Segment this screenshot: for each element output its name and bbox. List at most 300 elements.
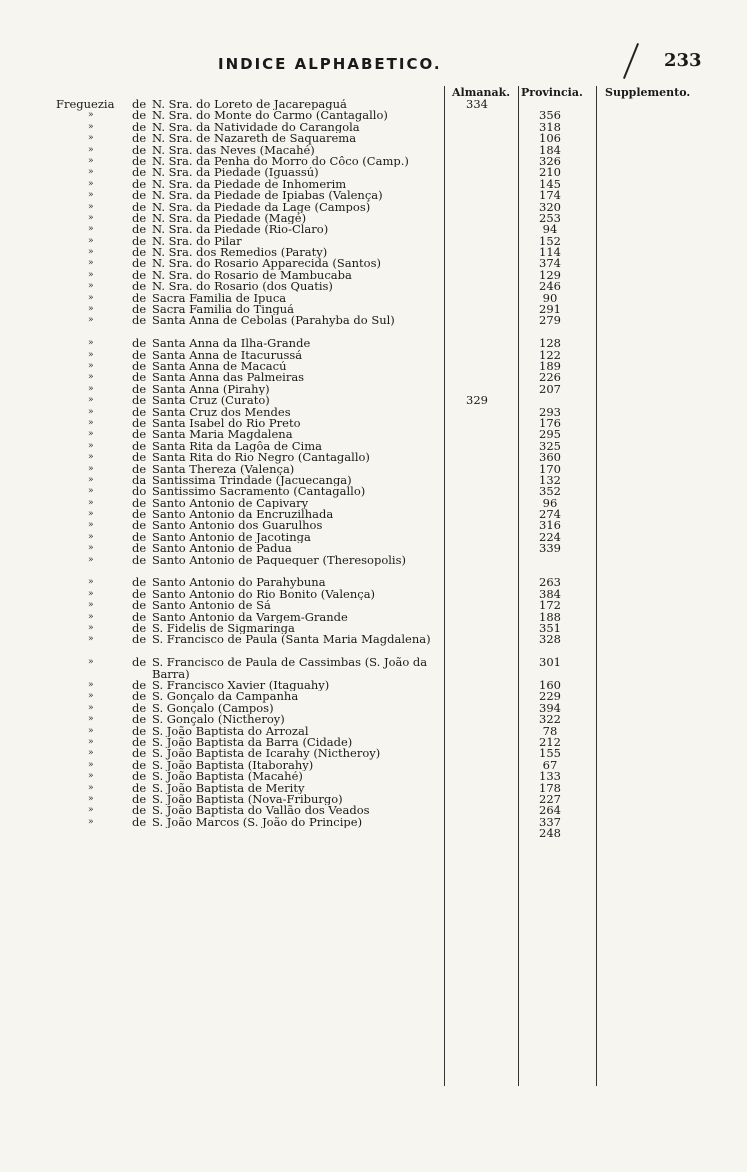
entry-preposition: do bbox=[132, 484, 147, 499]
entry-name: Santa Maria Magdalena bbox=[152, 429, 293, 441]
ditto-mark: » bbox=[88, 121, 94, 132]
entry-preposition: de bbox=[132, 176, 147, 191]
index-row bbox=[0, 338, 747, 349]
ditto-mark: » bbox=[88, 759, 94, 770]
entry-name: N. Sra. da Piedade de Ipiabas (Valença) bbox=[152, 190, 383, 202]
almanak-page: 329 bbox=[466, 393, 488, 408]
entry-preposition: de bbox=[132, 222, 147, 237]
entry-name: S. Francisco de Paula de Cassimbas (S. João da Barra) bbox=[152, 657, 428, 680]
provincia-page: 174 bbox=[539, 188, 561, 203]
entry-name: N. Sra. da Piedade (Magé) bbox=[152, 212, 307, 225]
entry-preposition: de bbox=[132, 313, 147, 328]
entry-preposition: de bbox=[132, 165, 147, 180]
provincia-page: 326 bbox=[539, 153, 561, 168]
ditto-mark: » bbox=[88, 338, 94, 349]
index-row bbox=[0, 99, 747, 110]
ditto-mark: » bbox=[88, 509, 94, 520]
ditto-mark: » bbox=[88, 361, 94, 371]
entry-name: Santo Antonio dos Guarulhos bbox=[152, 520, 323, 532]
entry-preposition: de bbox=[132, 791, 147, 806]
entry-name: Santo Antonio do Rio Bonito (Valença) bbox=[152, 588, 376, 601]
provincia-page: 374 bbox=[539, 256, 561, 271]
entry-preposition: de bbox=[132, 108, 147, 123]
index-row bbox=[0, 486, 747, 497]
provincia-page: 248 bbox=[539, 826, 561, 841]
column-header-almanak: Almanak. bbox=[452, 86, 511, 99]
provincia-page: 384 bbox=[539, 586, 561, 601]
entry-preposition: de bbox=[132, 609, 147, 624]
entry-name: Santa Isabel do Rio Preto bbox=[152, 417, 301, 430]
index-row bbox=[0, 461, 747, 476]
entry-preposition: de bbox=[132, 495, 147, 510]
entry-name: N. Sra. da Penha do Morro do Côco (Camp.) bbox=[152, 155, 409, 168]
index-row bbox=[0, 771, 747, 782]
provincia-page: 279 bbox=[539, 313, 561, 328]
entry-name: Sacra Familia de Ipuca bbox=[152, 292, 287, 305]
entry-preposition: de bbox=[132, 404, 147, 419]
index-row bbox=[0, 828, 747, 839]
entry-preposition: de bbox=[132, 507, 147, 522]
index-row bbox=[0, 577, 747, 588]
entry-preposition: de bbox=[132, 655, 147, 670]
provincia-page: 253 bbox=[539, 210, 561, 225]
ditto-mark: » bbox=[88, 167, 94, 178]
index-row bbox=[0, 677, 747, 692]
provincia-page: 184 bbox=[539, 142, 561, 157]
ditto-mark: » bbox=[88, 577, 94, 588]
entry-name: N. Sra. do Rosario de Mambucaba bbox=[152, 269, 352, 282]
ditto-mark: » bbox=[88, 679, 94, 690]
index-row bbox=[0, 258, 747, 269]
ditto-mark: » bbox=[88, 235, 94, 246]
entry-preposition: de bbox=[132, 245, 147, 260]
index-row bbox=[0, 267, 747, 282]
entry-preposition: de bbox=[132, 518, 147, 533]
ditto-mark: » bbox=[88, 452, 94, 463]
index-row bbox=[0, 552, 747, 578]
ditto-mark: » bbox=[88, 292, 94, 303]
ditto-mark: » bbox=[88, 611, 94, 622]
index-row bbox=[0, 543, 747, 554]
entry-name: Santa Rita da Lagôa de Cima bbox=[152, 440, 322, 453]
provincia-page: 337 bbox=[539, 814, 561, 829]
entry-preposition: de bbox=[132, 450, 147, 465]
entry-preposition: de bbox=[132, 461, 147, 476]
entry-name: Santa Anna de Itacurussá bbox=[152, 349, 303, 362]
provincia-page: 316 bbox=[539, 518, 561, 533]
ditto-mark: » bbox=[88, 269, 94, 280]
index-row bbox=[0, 814, 747, 829]
ditto-mark: » bbox=[88, 702, 94, 713]
entry-name: Santa Anna das Palmeiras bbox=[152, 372, 305, 384]
entry-name: Santo Antonio do Parahybuna bbox=[152, 577, 326, 589]
provincia-page: 176 bbox=[539, 415, 561, 430]
ditto-mark: » bbox=[88, 258, 94, 269]
index-row bbox=[0, 700, 747, 715]
provincia-page: 293 bbox=[539, 404, 561, 419]
entry-name: N. Sra. da Natividade do Carangola bbox=[152, 121, 360, 134]
provincia-page: 145 bbox=[539, 176, 561, 191]
page-title: INDICE ALPHABETICO. bbox=[218, 55, 442, 73]
entry-name: S. João Baptista de Merity bbox=[152, 782, 305, 794]
index-row bbox=[0, 153, 747, 168]
entry-preposition: de bbox=[132, 381, 147, 396]
index-row bbox=[0, 634, 747, 657]
entry-preposition: de bbox=[132, 233, 147, 248]
index-row bbox=[0, 657, 747, 680]
ditto-mark: » bbox=[88, 463, 94, 474]
provincia-page: 189 bbox=[539, 359, 561, 373]
provincia-page: 318 bbox=[539, 119, 561, 134]
entry-preposition: de bbox=[132, 814, 147, 829]
ditto-mark: » bbox=[88, 657, 94, 668]
entry-preposition: da bbox=[132, 472, 147, 487]
provincia-page: 325 bbox=[539, 438, 561, 453]
provincia-page: 295 bbox=[539, 427, 561, 442]
ditto-mark: » bbox=[88, 201, 94, 212]
index-row bbox=[0, 190, 747, 201]
entry-name: Santo Antonio de Padua bbox=[152, 543, 292, 555]
entry-preposition: de bbox=[132, 803, 147, 818]
page-number: 233 bbox=[664, 50, 702, 71]
entry-preposition: de bbox=[132, 780, 147, 795]
entry-preposition: de bbox=[132, 393, 147, 408]
ditto-mark: » bbox=[88, 224, 94, 235]
provincia-page: 129 bbox=[539, 267, 561, 282]
entry-name: N. Sra. da Piedade da Lage (Campos) bbox=[152, 201, 371, 213]
provincia-page: 210 bbox=[539, 165, 561, 180]
entry-preposition: de bbox=[132, 199, 147, 214]
entry-preposition: de bbox=[132, 552, 147, 567]
ditto-mark: » bbox=[88, 144, 94, 155]
provincia-page: 122 bbox=[539, 347, 561, 362]
ditto-mark: » bbox=[88, 793, 94, 804]
provincia-page: 132 bbox=[539, 472, 561, 487]
entry-name: S. João Baptista (Macahé) bbox=[152, 771, 303, 783]
ditto-mark: » bbox=[88, 212, 94, 223]
index-row bbox=[0, 734, 747, 749]
entry-preposition: de bbox=[132, 336, 147, 351]
entry-preposition: de bbox=[132, 290, 147, 305]
index-row bbox=[0, 404, 747, 419]
index-row bbox=[0, 119, 747, 134]
index-row bbox=[0, 723, 747, 738]
entry-preposition: de bbox=[132, 723, 147, 738]
index-row bbox=[0, 315, 747, 338]
index-row bbox=[0, 347, 747, 362]
entry-name: Santa Thereza (Valença) bbox=[152, 463, 295, 475]
provincia-page: 264 bbox=[539, 803, 561, 818]
ditto-mark: » bbox=[88, 543, 94, 554]
index-row bbox=[0, 247, 747, 258]
entry-preposition: de bbox=[132, 700, 147, 715]
entry-name: Santissimo Sacramento (Cantagallo) bbox=[152, 486, 366, 498]
entry-preposition: de bbox=[132, 256, 147, 271]
provincia-page: 263 bbox=[539, 575, 561, 590]
entry-name: N. Sra. do Monte do Carmo (Cantagallo) bbox=[152, 110, 388, 122]
entry-preposition: de bbox=[132, 119, 147, 134]
entry-name: S. Gonçalo (Campos) bbox=[152, 702, 274, 715]
index-row bbox=[0, 509, 747, 520]
ditto-mark: » bbox=[88, 178, 94, 189]
column-header-provincia: Provincia. bbox=[521, 86, 583, 99]
entry-preposition: de bbox=[132, 427, 147, 442]
entry-preposition: de bbox=[132, 677, 147, 692]
ditto-mark: » bbox=[88, 816, 94, 827]
ditto-mark: » bbox=[88, 247, 94, 258]
index-row bbox=[0, 304, 747, 315]
index-row bbox=[0, 361, 747, 372]
index-row bbox=[0, 691, 747, 702]
ditto-mark: » bbox=[88, 782, 94, 793]
index-row bbox=[0, 133, 747, 144]
index-row bbox=[0, 472, 747, 487]
entry-name: S. Francisco de Paula (Santa Maria Magdalena) bbox=[152, 634, 431, 646]
ditto-mark: » bbox=[88, 600, 94, 611]
entry-name: N. Sra. do Loreto de Jacarepaguá bbox=[152, 99, 347, 111]
entry-name: S. João Baptista de Icarahy (Nictheroy) bbox=[152, 748, 381, 760]
provincia-page: 188 bbox=[539, 609, 561, 624]
index-entries bbox=[0, 99, 747, 839]
ditto-mark: » bbox=[88, 634, 94, 645]
ditto-mark: » bbox=[88, 395, 94, 406]
index-row bbox=[0, 372, 747, 383]
entry-name: Santo Antonio de Paquequer (Theresopolis) bbox=[152, 554, 406, 567]
entry-name: N. Sra. do Pilar bbox=[152, 235, 242, 248]
ditto-mark: » bbox=[88, 429, 94, 440]
entry-name: N. Sra. dos Remedios (Paraty) bbox=[152, 247, 328, 259]
ditto-mark: » bbox=[88, 190, 94, 201]
ditto-mark: » bbox=[88, 417, 94, 428]
ditto-mark: » bbox=[88, 110, 94, 121]
entry-name: Santo Antonio da Encruzilhada bbox=[152, 509, 334, 521]
entry-name: N. Sra. do Rosario Apparecida (Santos) bbox=[152, 258, 381, 270]
provincia-page: 212 bbox=[539, 734, 561, 749]
ditto-mark: » bbox=[88, 315, 94, 326]
entry-preposition: de bbox=[132, 746, 147, 761]
entry-preposition: de bbox=[132, 279, 147, 294]
ditto-mark: » bbox=[88, 736, 94, 747]
provincia-page: 360 bbox=[539, 450, 561, 465]
index-row bbox=[0, 791, 747, 806]
provincia-page: 322 bbox=[539, 712, 561, 727]
provincia-page: 224 bbox=[539, 529, 561, 544]
entry-name: N. Sra. do Rosario (dos Quatis) bbox=[152, 281, 333, 293]
provincia-page: 94 bbox=[542, 222, 558, 237]
index-row bbox=[0, 623, 747, 634]
ditto-mark: » bbox=[88, 440, 94, 451]
ditto-mark: » bbox=[88, 406, 94, 417]
provincia-page: 394 bbox=[539, 700, 561, 715]
provincia-page: 90 bbox=[542, 290, 558, 305]
index-row bbox=[0, 520, 747, 531]
entry-preposition: de bbox=[132, 734, 147, 749]
entry-preposition: de bbox=[132, 267, 147, 282]
ditto-mark: » bbox=[88, 805, 94, 816]
index-row bbox=[0, 110, 747, 121]
ditto-mark: » bbox=[88, 531, 94, 542]
index-row bbox=[0, 395, 747, 406]
entry-preposition: de bbox=[132, 370, 147, 385]
ditto-mark: » bbox=[88, 304, 94, 315]
index-row bbox=[0, 529, 747, 544]
entry-preposition: de bbox=[132, 529, 147, 544]
entry-name: S. Fidelis de Sigmaringa bbox=[152, 623, 295, 635]
provincia-page: 246 bbox=[539, 279, 561, 294]
provincia-page: 106 bbox=[539, 131, 561, 146]
provincia-page: 78 bbox=[542, 723, 558, 738]
entry-name: Santa Cruz dos Mendes bbox=[152, 406, 291, 418]
ditto-mark: » bbox=[88, 474, 94, 485]
provincia-page: 226 bbox=[539, 370, 561, 385]
ditto-mark: » bbox=[88, 691, 94, 702]
ditto-mark: » bbox=[88, 372, 94, 383]
ditto-mark: » bbox=[88, 383, 94, 394]
column-header-supplemento: Supplemento. bbox=[605, 86, 691, 99]
ditto-mark: » bbox=[88, 554, 94, 565]
provincia-page: 133 bbox=[539, 769, 561, 784]
index-row bbox=[0, 210, 747, 225]
index-row bbox=[0, 495, 747, 510]
entry-name: N. Sra. da Piedade de Inhomerim bbox=[152, 178, 347, 191]
provincia-page: 227 bbox=[539, 791, 561, 806]
index-row bbox=[0, 780, 747, 795]
entry-preposition: de bbox=[132, 210, 147, 225]
ditto-mark: » bbox=[88, 725, 94, 736]
entry-name: Santa Anna de Cebolas (Parahyba do Sul) bbox=[152, 315, 395, 327]
entry-preposition: de bbox=[132, 142, 147, 157]
entry-preposition: de bbox=[132, 302, 147, 317]
entry-name: Santissima Trindade (Jacuecanga) bbox=[152, 474, 352, 487]
almanak-page: 334 bbox=[466, 97, 488, 111]
provincia-page: 339 bbox=[539, 541, 561, 556]
entry-preposition: de bbox=[132, 586, 147, 601]
provincia-page: 114 bbox=[539, 245, 561, 260]
provincia-page: 207 bbox=[539, 381, 561, 396]
entry-preposition: de bbox=[132, 598, 147, 613]
provincia-page: 128 bbox=[539, 336, 561, 351]
provincia-page: 160 bbox=[539, 677, 561, 692]
entry-name: S. Gonçalo (Nictheroy) bbox=[152, 714, 285, 726]
provincia-page: 96 bbox=[542, 495, 558, 510]
index-row bbox=[0, 748, 747, 759]
slash-mark bbox=[623, 43, 639, 79]
entry-preposition: de bbox=[132, 188, 147, 203]
ditto-mark: » bbox=[88, 588, 94, 599]
ditto-mark: » bbox=[88, 155, 94, 166]
entry-name: Santa Anna de Macacú bbox=[152, 361, 287, 373]
entry-name: S. Gonçalo da Campanha bbox=[152, 691, 299, 703]
provincia-page: 67 bbox=[542, 757, 558, 772]
provincia-page: 274 bbox=[539, 507, 561, 522]
provincia-page: 178 bbox=[539, 780, 561, 795]
entry-name: Santa Anna da Ilha-Grande bbox=[152, 338, 311, 350]
entry-name: S. João Baptista (Nova-Friburgo) bbox=[152, 793, 343, 806]
entry-preposition: de bbox=[132, 712, 147, 727]
entry-preposition: de bbox=[132, 621, 147, 635]
entry-preposition: de bbox=[132, 541, 147, 556]
entry-preposition: de bbox=[132, 438, 147, 453]
entry-name: Santo Antonio de Jacotinga bbox=[152, 531, 311, 544]
entry-preposition: de bbox=[132, 153, 147, 168]
entry-name: Sacra Familia do Tinguá bbox=[152, 304, 295, 316]
index-row bbox=[0, 142, 747, 157]
index-row bbox=[0, 415, 747, 430]
entry-preposition: de bbox=[132, 769, 147, 784]
index-row bbox=[0, 224, 747, 235]
index-row bbox=[0, 233, 747, 248]
index-row bbox=[0, 438, 747, 453]
entry-preposition: de bbox=[132, 575, 147, 590]
entry-name: Santa Cruz (Curato) bbox=[152, 395, 270, 407]
entry-preposition: de bbox=[132, 689, 147, 704]
entry-preposition: de bbox=[132, 347, 147, 362]
entry-preposition: de bbox=[132, 97, 147, 111]
entry-name: S. João Baptista da Barra (Cidade) bbox=[152, 736, 353, 749]
ditto-mark: » bbox=[88, 133, 94, 144]
index-row bbox=[0, 609, 747, 624]
ditto-mark: » bbox=[88, 486, 94, 497]
provincia-page: 351 bbox=[539, 621, 561, 635]
index-row bbox=[0, 714, 747, 725]
provincia-page: 229 bbox=[539, 689, 561, 704]
entry-prefix: Freguezia bbox=[56, 97, 115, 111]
provincia-page: 352 bbox=[539, 484, 561, 499]
index-row bbox=[0, 290, 747, 305]
ditto-mark: » bbox=[88, 714, 94, 725]
provincia-page: 356 bbox=[539, 108, 561, 123]
provincia-page: 155 bbox=[539, 746, 561, 761]
provincia-page: 320 bbox=[539, 199, 561, 214]
provincia-page: 301 bbox=[539, 655, 561, 670]
entry-name: S. João Marcos (S. João do Principe) bbox=[152, 816, 363, 829]
entry-name: S. João Baptista do Arrozal bbox=[152, 725, 309, 737]
index-row bbox=[0, 176, 747, 191]
ditto-mark: » bbox=[88, 520, 94, 531]
entry-preposition: de bbox=[132, 359, 147, 373]
entry-preposition: de bbox=[132, 415, 147, 430]
index-row bbox=[0, 429, 747, 440]
entry-name: Santo Antonio de Capivary bbox=[152, 497, 309, 510]
index-row bbox=[0, 600, 747, 611]
entry-name: N. Sra. das Neves (Macahé) bbox=[152, 144, 315, 156]
ditto-mark: » bbox=[88, 349, 94, 360]
index-row bbox=[0, 167, 747, 178]
index-row bbox=[0, 757, 747, 772]
entry-name: S. Francisco Xavier (Itaguahy) bbox=[152, 679, 330, 692]
entry-name: N. Sra. da Piedade (Iguassú) bbox=[152, 167, 319, 179]
entry-preposition: de bbox=[132, 632, 147, 647]
provincia-page: 328 bbox=[539, 632, 561, 647]
entry-name: S. João Baptista do Vallão dos Veados bbox=[152, 805, 370, 817]
provincia-page: 170 bbox=[539, 461, 561, 476]
entry-name: Santo Antonio de Sá bbox=[152, 600, 271, 612]
ditto-mark: » bbox=[88, 748, 94, 759]
provincia-page: 172 bbox=[539, 598, 561, 613]
ditto-mark: » bbox=[88, 497, 94, 508]
entry-name: S. João Baptista (Itaborahy) bbox=[152, 759, 314, 772]
entry-name: Santa Rita do Rio Negro (Cantagallo) bbox=[152, 452, 370, 464]
entry-preposition: de bbox=[132, 131, 147, 146]
entry-preposition: de bbox=[132, 757, 147, 772]
index-row bbox=[0, 452, 747, 463]
index-row bbox=[0, 805, 747, 816]
index-row bbox=[0, 381, 747, 396]
ditto-mark: » bbox=[88, 623, 94, 633]
index-row bbox=[0, 199, 747, 214]
entry-name: Santa Anna (Pirahy) bbox=[152, 383, 270, 396]
ditto-mark: » bbox=[88, 281, 94, 292]
